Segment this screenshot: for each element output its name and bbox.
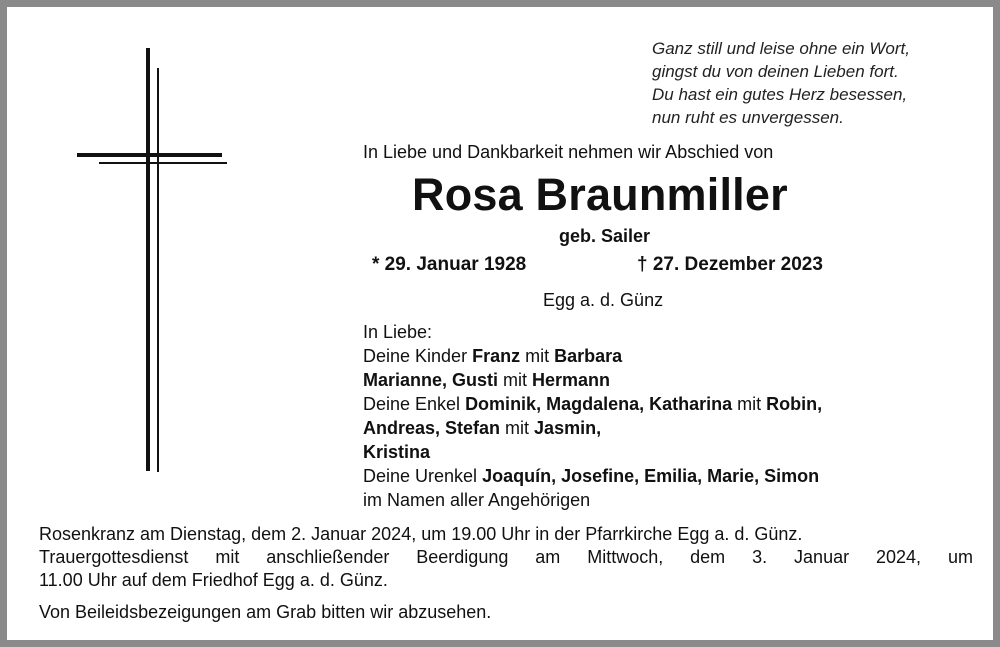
mourners-text: In Liebe: bbox=[363, 322, 433, 342]
mourners-line bbox=[363, 344, 822, 368]
hometown: Egg a. d. Günz bbox=[543, 290, 664, 310]
mourners-text: mit bbox=[498, 370, 533, 390]
mourners-text: Deine Urenkel bbox=[363, 466, 483, 486]
mourners-names: Marianne, Gusti bbox=[363, 370, 499, 390]
mourners-list bbox=[363, 320, 822, 512]
poem-line: nun ruht es unvergessen. bbox=[652, 108, 844, 127]
poem-line: gingst du von deinen Lieben fort. bbox=[652, 62, 899, 81]
mourners-names: Andreas, Stefan bbox=[363, 418, 501, 438]
mourners-line bbox=[363, 368, 822, 392]
cross-vertical-line bbox=[157, 68, 159, 472]
mourners-names: Joaquín, Josefine, Emilia, Marie, Simon bbox=[482, 466, 820, 486]
intro-text: In Liebe und Dankbarkeit nehmen wir Abschied von bbox=[363, 142, 774, 162]
mourners-text: Deine Enkel bbox=[363, 394, 466, 414]
mourners-names: Barbara bbox=[554, 346, 623, 366]
closing-note: Von Beileidsbezeigungen am Grab bitten wir abzusehen. bbox=[39, 602, 492, 622]
mourners-line bbox=[363, 488, 822, 512]
mourners-line bbox=[363, 440, 822, 464]
service-line: Rosenkranz am Dienstag, dem 2. Januar 2024, um 19.00 Uhr in der Pfarrkirche Egg a. d. Günz. bbox=[39, 524, 803, 544]
mourners-line bbox=[363, 416, 822, 440]
mourners-names: Hermann bbox=[532, 370, 611, 390]
poem-line: Ganz still und leise ohne ein Wort, bbox=[652, 39, 910, 58]
cross-horizontal-line bbox=[99, 162, 227, 164]
mourners-text: im Namen aller Angehörigen bbox=[363, 490, 591, 510]
service-line: 11.00 Uhr auf dem Friedhof Egg a. d. Günz. bbox=[39, 570, 388, 590]
obituary-card bbox=[7, 7, 993, 640]
death-date: † 27. Dezember 2023 bbox=[637, 254, 823, 275]
mourners-text: Deine Kinder bbox=[363, 346, 473, 366]
mourners-names: Robin, bbox=[766, 394, 823, 414]
service-details bbox=[39, 523, 973, 592]
poem bbox=[652, 37, 910, 129]
cross-horizontal-bar bbox=[77, 153, 222, 157]
mourners-names: Dominik, Magdalena, Katharina bbox=[465, 394, 733, 414]
birth-date: * 29. Januar 1928 bbox=[372, 254, 527, 275]
maiden-name: geb. Sailer bbox=[559, 226, 651, 246]
mourners-line bbox=[363, 464, 822, 488]
mourners-text: mit bbox=[732, 394, 767, 414]
mourners-line bbox=[363, 320, 822, 344]
mourners-line bbox=[363, 392, 822, 416]
mourners-text: mit bbox=[520, 346, 555, 366]
mourners-names: Franz bbox=[472, 346, 521, 366]
cross-vertical-bar bbox=[146, 48, 150, 471]
mourners-text: mit bbox=[500, 418, 535, 438]
cross-icon bbox=[71, 45, 231, 477]
poem-line: Du hast ein gutes Herz besessen, bbox=[652, 85, 908, 104]
mourners-names: Kristina bbox=[363, 442, 431, 462]
mourners-names: Jasmin, bbox=[534, 418, 602, 438]
deceased-name: Rosa Braunmiller bbox=[412, 169, 788, 220]
service-line: Trauergottesdienst mit anschließender Beerdigung am Mittwoch, dem 3. Januar 2024, um bbox=[39, 547, 973, 567]
